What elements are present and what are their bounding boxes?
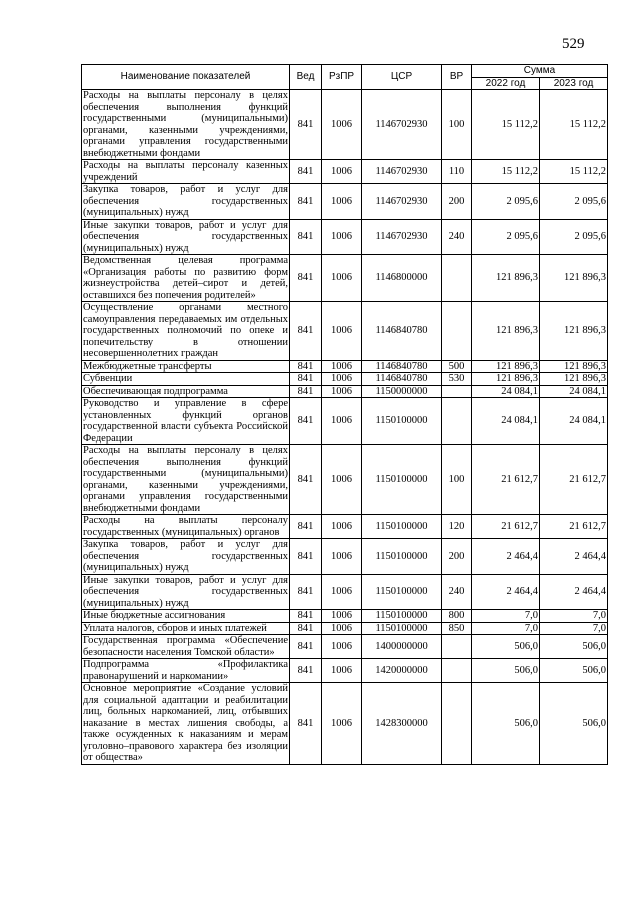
cell-name: Руководство и управление в сфере установленных функций органов государственной власти субъекта Российской Федерации [83,398,288,444]
cell-ved: 841 [290,219,322,255]
cell-csr: 1146840780 [362,373,442,386]
cell-sum-2022: 2 464,4 [472,574,540,610]
cell-vr: 800 [442,610,472,623]
cell-vr [442,635,472,659]
cell-name: Иные закупки товаров, работ и услуг для обеспечения государственных (муниципальных) нужд [83,574,288,609]
cell-ved: 841 [290,398,322,445]
cell-ved: 841 [290,622,322,635]
cell-sum-2023: 2 464,4 [540,574,608,610]
table-row [82,515,608,539]
cell-rzpr: 1006 [322,622,362,635]
header-rzpr: РзПР [322,65,362,90]
cell-csr: 1400000000 [362,635,442,659]
cell-ved: 841 [290,539,322,575]
cell-sum-2022: 506,0 [472,635,540,659]
cell-vr: 200 [442,184,472,220]
cell-csr: 1150100000 [362,539,442,575]
header-sum: Сумма [472,65,608,78]
cell-sum-2022: 2 095,6 [472,184,540,220]
table-row [82,90,608,160]
table-row [82,659,608,683]
cell-name: Иные бюджетные ассигнования [82,610,290,623]
cell-ved: 841 [290,659,322,683]
cell-ved: 841 [290,385,322,398]
cell-csr: 1146840780 [362,360,442,373]
cell-sum-2023: 24 084,1 [540,385,608,398]
table-row [82,683,608,765]
cell-name: Межбюджетные трансферты [82,360,290,373]
cell-name: Расходы на выплаты персоналу государственных (муниципальных) органов [83,515,288,538]
header-vr: ВР [442,65,472,90]
cell-csr: 1150100000 [362,610,442,623]
cell-rzpr: 1006 [322,255,362,302]
header-name: Наименование показателей [82,65,290,90]
cell-name: Осуществление органами местного самоуправления передаваемых им отдельных государственных полномочий по опеке и попечительству в отношении несовершеннолетних граждан [83,302,288,359]
table-row [82,635,608,659]
cell-ved: 841 [290,574,322,610]
cell-name: Субвенции [82,373,290,386]
table-row [82,622,608,635]
table-row [82,255,608,302]
table-row [82,360,608,373]
cell-ved: 841 [290,445,322,515]
cell-ved: 841 [290,515,322,539]
cell-sum-2023: 15 112,2 [540,90,608,160]
cell-csr: 1146840780 [362,302,442,361]
header-year-2023: 2023 год [540,77,608,90]
cell-sum-2022: 24 084,1 [472,398,540,445]
header-csr: ЦСР [362,65,442,90]
cell-sum-2023: 121 896,3 [540,360,608,373]
cell-ved: 841 [290,184,322,220]
table-body [82,90,608,765]
cell-sum-2023: 2 464,4 [540,539,608,575]
cell-rzpr: 1006 [322,385,362,398]
cell-vr [442,659,472,683]
cell-sum-2022: 24 084,1 [472,385,540,398]
cell-sum-2023: 21 612,7 [540,445,608,515]
cell-vr [442,398,472,445]
cell-sum-2023: 21 612,7 [540,515,608,539]
table-row [82,385,608,398]
cell-vr: 500 [442,360,472,373]
cell-vr [442,385,472,398]
cell-rzpr: 1006 [322,373,362,386]
cell-sum-2022: 506,0 [472,683,540,765]
table-row [82,445,608,515]
cell-csr: 1150100000 [362,445,442,515]
cell-name: Уплата налогов, сборов и иных платежей [82,622,290,635]
cell-sum-2022: 21 612,7 [472,445,540,515]
cell-sum-2023: 2 095,6 [540,184,608,220]
table-row [82,219,608,255]
cell-sum-2023: 7,0 [540,622,608,635]
cell-rzpr: 1006 [322,90,362,160]
cell-sum-2023: 7,0 [540,610,608,623]
cell-sum-2023: 121 896,3 [540,373,608,386]
cell-csr: 1150000000 [362,385,442,398]
cell-rzpr: 1006 [322,445,362,515]
cell-rzpr: 1006 [322,302,362,361]
table-row [82,302,608,361]
table-row [82,184,608,220]
table-row [82,373,608,386]
cell-vr: 120 [442,515,472,539]
cell-vr: 530 [442,373,472,386]
cell-csr: 1146702930 [362,184,442,220]
cell-vr: 240 [442,574,472,610]
cell-ved: 841 [290,373,322,386]
cell-sum-2022: 121 896,3 [472,360,540,373]
cell-vr: 240 [442,219,472,255]
cell-csr: 1420000000 [362,659,442,683]
cell-sum-2022: 7,0 [472,622,540,635]
table-row [82,610,608,623]
cell-sum-2023: 506,0 [540,659,608,683]
cell-sum-2022: 121 896,3 [472,302,540,361]
cell-rzpr: 1006 [322,659,362,683]
cell-name: Расходы на выплаты персоналу казенных учреждений [83,160,288,183]
cell-sum-2022: 15 112,2 [472,90,540,160]
cell-vr: 110 [442,160,472,184]
cell-sum-2022: 21 612,7 [472,515,540,539]
cell-name: Обеспечивающая подпрограмма [82,385,290,398]
table-row [82,574,608,610]
cell-vr: 100 [442,445,472,515]
cell-ved: 841 [290,360,322,373]
cell-csr: 1146702930 [362,219,442,255]
cell-sum-2022: 2 464,4 [472,539,540,575]
cell-vr: 200 [442,539,472,575]
cell-sum-2023: 121 896,3 [540,302,608,361]
header-ved: Вед [290,65,322,90]
cell-name: Закупка товаров, работ и услуг для обеспечения государственных (муниципальных) нужд [83,539,288,573]
header-year-2022: 2022 год [472,77,540,90]
cell-name: Государственная программа «Обеспечение безопасности населения Томской области» [83,635,288,658]
cell-sum-2023: 24 084,1 [540,398,608,445]
cell-csr: 1428300000 [362,683,442,765]
cell-ved: 841 [290,610,322,623]
cell-sum-2023: 15 112,2 [540,160,608,184]
cell-vr [442,683,472,765]
cell-sum-2022: 15 112,2 [472,160,540,184]
cell-ved: 841 [290,160,322,184]
cell-rzpr: 1006 [322,574,362,610]
cell-vr: 850 [442,622,472,635]
cell-rzpr: 1006 [322,539,362,575]
cell-name: Иные закупки товаров, работ и услуг для обеспечения государственных (муниципальных) нужд [83,219,288,254]
cell-name: Подпрограмма «Профилактика правонарушений и наркомании» [83,659,288,682]
cell-csr: 1150100000 [362,398,442,445]
cell-rzpr: 1006 [322,160,362,184]
cell-sum-2022: 506,0 [472,659,540,683]
cell-csr: 1146800000 [362,255,442,302]
cell-sum-2022: 2 095,6 [472,219,540,255]
cell-csr: 1146702930 [362,90,442,160]
cell-ved: 841 [290,302,322,361]
cell-ved: 841 [290,255,322,302]
cell-vr [442,302,472,361]
cell-sum-2023: 121 896,3 [540,255,608,302]
cell-name: Расходы на выплаты персоналу в целях обеспечения выполнения функций государственными (муниципальными) органами, казенными учреждениями, органами управления государственными внебюджетными фондами [83,90,288,159]
cell-rzpr: 1006 [322,398,362,445]
table-row [82,160,608,184]
cell-rzpr: 1006 [322,683,362,765]
cell-rzpr: 1006 [322,219,362,255]
cell-sum-2022: 121 896,3 [472,373,540,386]
cell-name: Основное мероприятие «Создание условий для социальной адаптации и реабилитации лиц, больных наркоманией, лиц, отбывших наказание в местах лишения свободы, а также осужденных к наказаниям и мерам уголовно–правового характера без изоляции от общества» [83,683,288,763]
cell-ved: 841 [290,635,322,659]
cell-name: Ведомственная целевая программа «Организация работы по развитию форм жизнеустройства детей–сирот и детей, оставшихся без попечения родителей» [83,255,288,301]
table-row [82,398,608,445]
cell-rzpr: 1006 [322,610,362,623]
budget-table [81,64,608,765]
cell-sum-2023: 506,0 [540,635,608,659]
cell-csr: 1150100000 [362,622,442,635]
cell-csr: 1150100000 [362,574,442,610]
cell-vr: 100 [442,90,472,160]
table-row [82,539,608,575]
cell-csr: 1146702930 [362,160,442,184]
cell-rzpr: 1006 [322,515,362,539]
cell-ved: 841 [290,90,322,160]
page-number: 529 [562,36,585,52]
cell-rzpr: 1006 [322,360,362,373]
cell-rzpr: 1006 [322,184,362,220]
header-row [82,65,608,78]
cell-sum-2022: 121 896,3 [472,255,540,302]
cell-sum-2023: 506,0 [540,683,608,765]
cell-rzpr: 1006 [322,635,362,659]
cell-sum-2023: 2 095,6 [540,219,608,255]
cell-name: Закупка товаров, работ и услуг для обеспечения государственных (муниципальных) нужд [83,184,288,218]
cell-name: Расходы на выплаты персоналу в целях обеспечения выполнения функций государственными (муниципальными) органами, казенными учреждениями, органами управления государственными внебюджетными фондами [83,445,288,514]
cell-vr [442,255,472,302]
cell-ved: 841 [290,683,322,765]
cell-csr: 1150100000 [362,515,442,539]
cell-sum-2022: 7,0 [472,610,540,623]
